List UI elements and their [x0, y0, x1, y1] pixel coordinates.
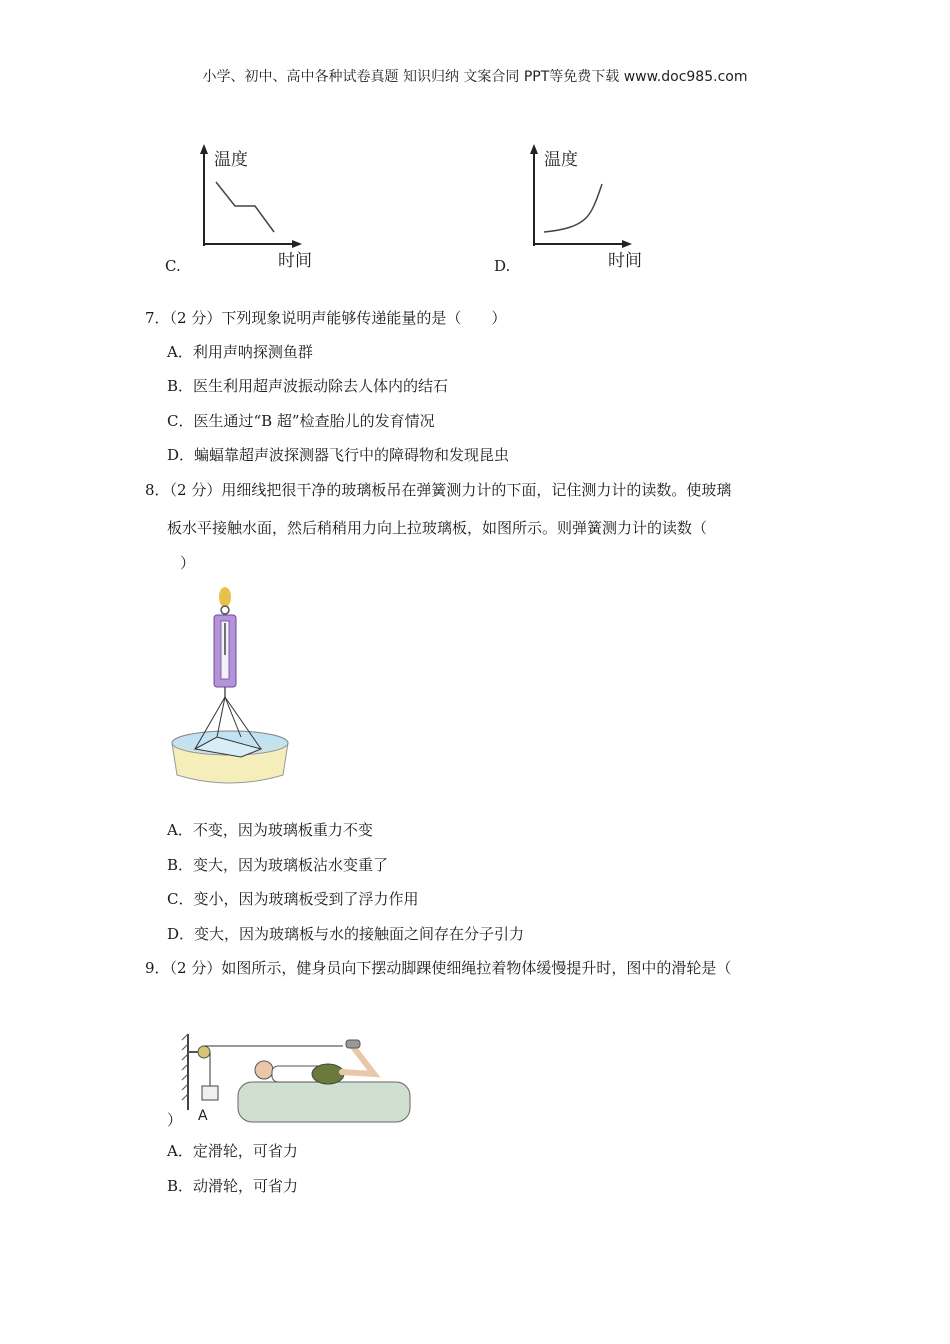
graph-d-y-label: 温度 [544, 150, 578, 170]
pulley-exerciser-figure [178, 1030, 418, 1130]
q9-stem-line1: 9．（2 分）如图所示，健身员向下摆动脚踝使细绳拉着物体缓慢提升时，图中的滑轮是（ [145, 959, 732, 977]
weight-a [202, 1086, 218, 1100]
q9-option-a: A．定滑轮，可省力 [167, 1142, 298, 1160]
spring-scale-glass-plate-figure [165, 585, 295, 790]
graph-c-y-label: 温度 [214, 150, 248, 170]
graph-d-y-arrow [530, 144, 538, 154]
graph-d-curve [544, 184, 602, 232]
graph-d-option-label: D. [494, 257, 511, 275]
graph-d-x-label: 时间 [608, 251, 642, 271]
graph-d-temperature-time [520, 140, 660, 275]
pulley-wheel [198, 1046, 210, 1058]
q7-option-c: C．医生通过“B 超”检查胎儿的发育情况 [167, 412, 435, 430]
page-header: 小学、初中、高中各种试卷真题 知识归纳 文案合同 PPT等免费下载 www.doc985.com [202, 69, 748, 85]
person-leg [342, 1048, 374, 1074]
graph-c-option-label: C. [165, 257, 181, 275]
graph-c-x-label: 时间 [278, 251, 312, 271]
q9-option-b: B．动滑轮，可省力 [167, 1177, 299, 1195]
q8-option-c: C．变小，因为玻璃板受到了浮力作用 [167, 890, 419, 908]
person-foot [346, 1040, 360, 1048]
mattress [238, 1082, 410, 1122]
weight-a-label: A [198, 1108, 208, 1124]
person-shorts [312, 1064, 344, 1084]
graph-c-y-arrow [200, 144, 208, 154]
graph-c-temperature-time [190, 140, 330, 275]
hand-icon [219, 587, 231, 607]
graph-c-x-arrow [292, 240, 302, 248]
q8-stem-line1: 8．（2 分）用细线把很干净的玻璃板吊在弹簧测力计的下面，记住测力计的读数。使玻璃 [145, 481, 732, 499]
q8-option-b: B．变大，因为玻璃板沾水变重了 [167, 856, 389, 874]
hook-ring-icon [221, 606, 229, 614]
q8-option-d: D．变大，因为玻璃板与水的接触面之间存在分子引力 [167, 925, 525, 943]
q7-option-d: D．蝙蝠靠超声波探测器飞行中的障碍物和发现昆虫 [167, 446, 510, 464]
q8-option-a: A．不变，因为玻璃板重力不变 [167, 821, 373, 839]
q7-option-b: B．医生利用超声波振动除去人体内的结石 [167, 377, 449, 395]
person-head [255, 1061, 273, 1079]
q7-stem: 7．（2 分）下列现象说明声能够传递能量的是（ ） [145, 309, 507, 327]
q9-stem-line2: ） [167, 1111, 183, 1129]
graph-c-curve [216, 182, 274, 232]
q7-option-a: A．利用声呐探测鱼群 [167, 343, 313, 361]
q8-stem-line3: ） [180, 554, 196, 572]
graph-d-x-arrow [622, 240, 632, 248]
q8-stem-line2: 板水平接触水面，然后稍稍用力向上拉玻璃板，如图所示。则弹簧测力计的读数（ [167, 519, 708, 537]
